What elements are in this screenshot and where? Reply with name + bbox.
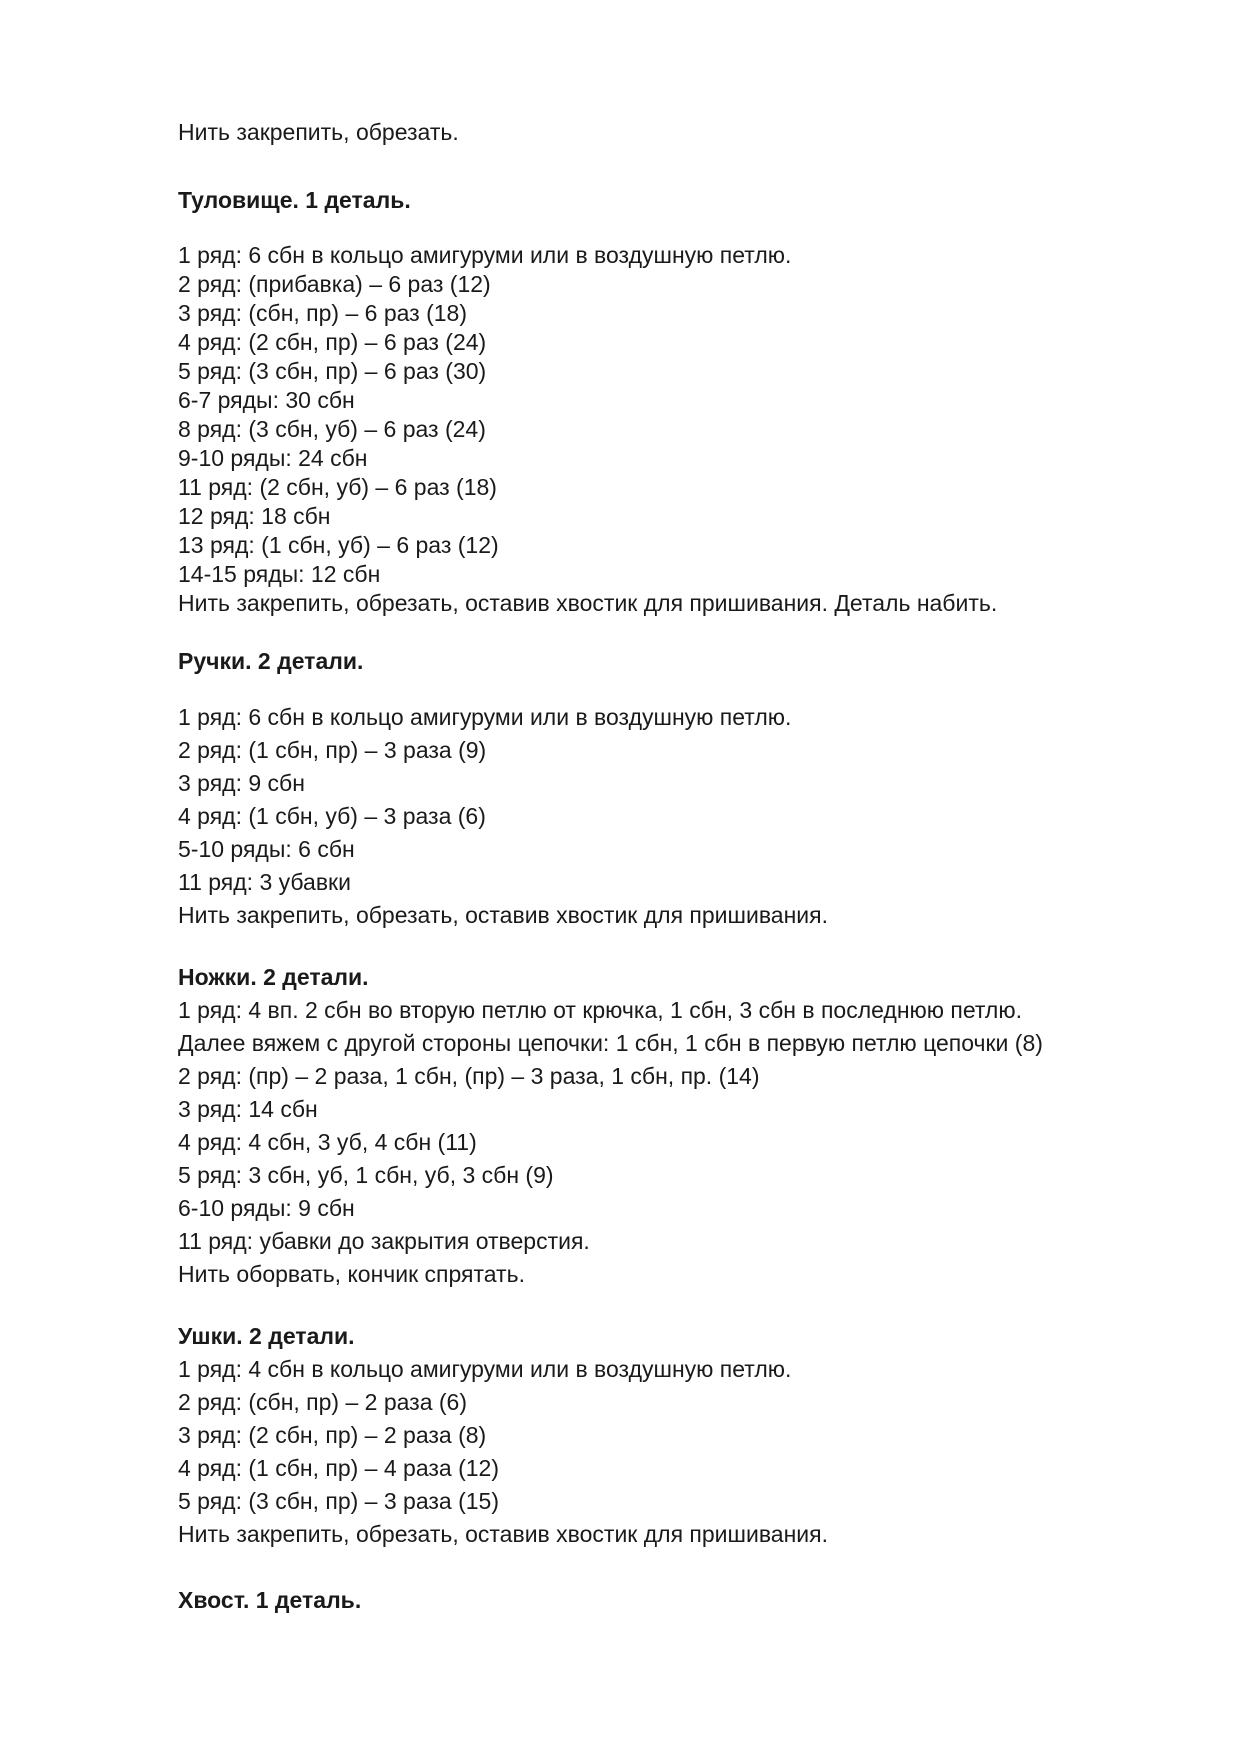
- body-row: 14-15 ряды: 12 сбн: [178, 561, 381, 587]
- arms-row: 5-10 ряды: 6 сбн: [178, 836, 355, 862]
- body-row: 6-7 ряды: 30 сбн: [178, 387, 355, 413]
- body-row: 4 ряд: (2 сбн, пр) – 6 раз (24): [178, 329, 487, 355]
- body-row: 12 ряд: 18 сбн: [178, 503, 331, 529]
- legs-row: 1 ряд: 4 вп. 2 сбн во вторую петлю от крючка, 1 сбн, 3 сбн в последнюю петлю.: [178, 997, 1022, 1023]
- ears-row: 5 ряд: (3 сбн, пр) – 3 раза (15): [178, 1488, 499, 1514]
- body-row: 1 ряд: 6 сбн в кольцо амигуруми или в воздушную петлю.: [178, 242, 792, 268]
- legs-row: Далее вяжем с другой стороны цепочки: 1 сбн, 1 сбн в первую петлю цепочки (8): [178, 1030, 1043, 1056]
- intro-text: Нить закрепить, обрезать.: [178, 119, 459, 145]
- body-row: 8 ряд: (3 сбн, уб) – 6 раз (24): [178, 416, 486, 442]
- section-heading-tail: Хвост. 1 деталь.: [178, 1587, 362, 1613]
- body-row: 3 ряд: (сбн, пр) – 6 раз (18): [178, 300, 468, 326]
- section-heading-arms: Ручки. 2 детали.: [178, 648, 364, 674]
- section-heading-ears: Ушки. 2 детали.: [178, 1323, 355, 1349]
- body-row: 11 ряд: (2 сбн, уб) – 6 раз (18): [178, 474, 497, 500]
- body-row: 13 ряд: (1 сбн, уб) – 6 раз (12): [178, 532, 499, 558]
- legs-row: 5 ряд: 3 сбн, уб, 1 сбн, уб, 3 сбн (9): [178, 1162, 554, 1188]
- ears-row: 2 ряд: (сбн, пр) – 2 раза (6): [178, 1389, 468, 1415]
- legs-row: 3 ряд: 14 сбн: [178, 1096, 318, 1122]
- legs-row: 2 ряд: (пр) – 2 раза, 1 сбн, (пр) – 3 раза, 1 сбн, пр. (14): [178, 1063, 760, 1089]
- ears-row: 1 ряд: 4 сбн в кольцо амигуруми или в воздушную петлю.: [178, 1356, 792, 1382]
- ears-row: Нить закрепить, обрезать, оставив хвостик для пришивания.: [178, 1521, 828, 1547]
- ears-row: 4 ряд: (1 сбн, пр) – 4 раза (12): [178, 1455, 499, 1481]
- legs-row: 6-10 ряды: 9 сбн: [178, 1195, 355, 1221]
- body-row: Нить закрепить, обрезать, оставив хвостик для пришивания. Деталь набить.: [178, 590, 998, 616]
- arms-row: Нить закрепить, обрезать, оставив хвостик для пришивания.: [178, 902, 828, 928]
- body-row: 9-10 ряды: 24 сбн: [178, 445, 368, 471]
- section-heading-body: Туловище. 1 деталь.: [178, 187, 411, 213]
- section-heading-legs: Ножки. 2 детали.: [178, 964, 369, 990]
- arms-row: 3 ряд: 9 сбн: [178, 770, 305, 796]
- arms-row: 4 ряд: (1 сбн, уб) – 3 раза (6): [178, 803, 486, 829]
- arms-row: 1 ряд: 6 сбн в кольцо амигуруми или в воздушную петлю.: [178, 704, 792, 730]
- legs-row: 11 ряд: убавки до закрытия отверстия.: [178, 1228, 590, 1254]
- arms-row: 2 ряд: (1 сбн, пр) – 3 раза (9): [178, 737, 487, 763]
- body-row: 2 ряд: (прибавка) – 6 раз (12): [178, 271, 491, 297]
- ears-row: 3 ряд: (2 сбн, пр) – 2 раза (8): [178, 1422, 487, 1448]
- legs-row: 4 ряд: 4 сбн, 3 уб, 4 сбн (11): [178, 1129, 477, 1155]
- arms-row: 11 ряд: 3 убавки: [178, 869, 351, 895]
- legs-row: Нить оборвать, кончик спрятать.: [178, 1261, 525, 1287]
- body-row: 5 ряд: (3 сбн, пр) – 6 раз (30): [178, 358, 487, 384]
